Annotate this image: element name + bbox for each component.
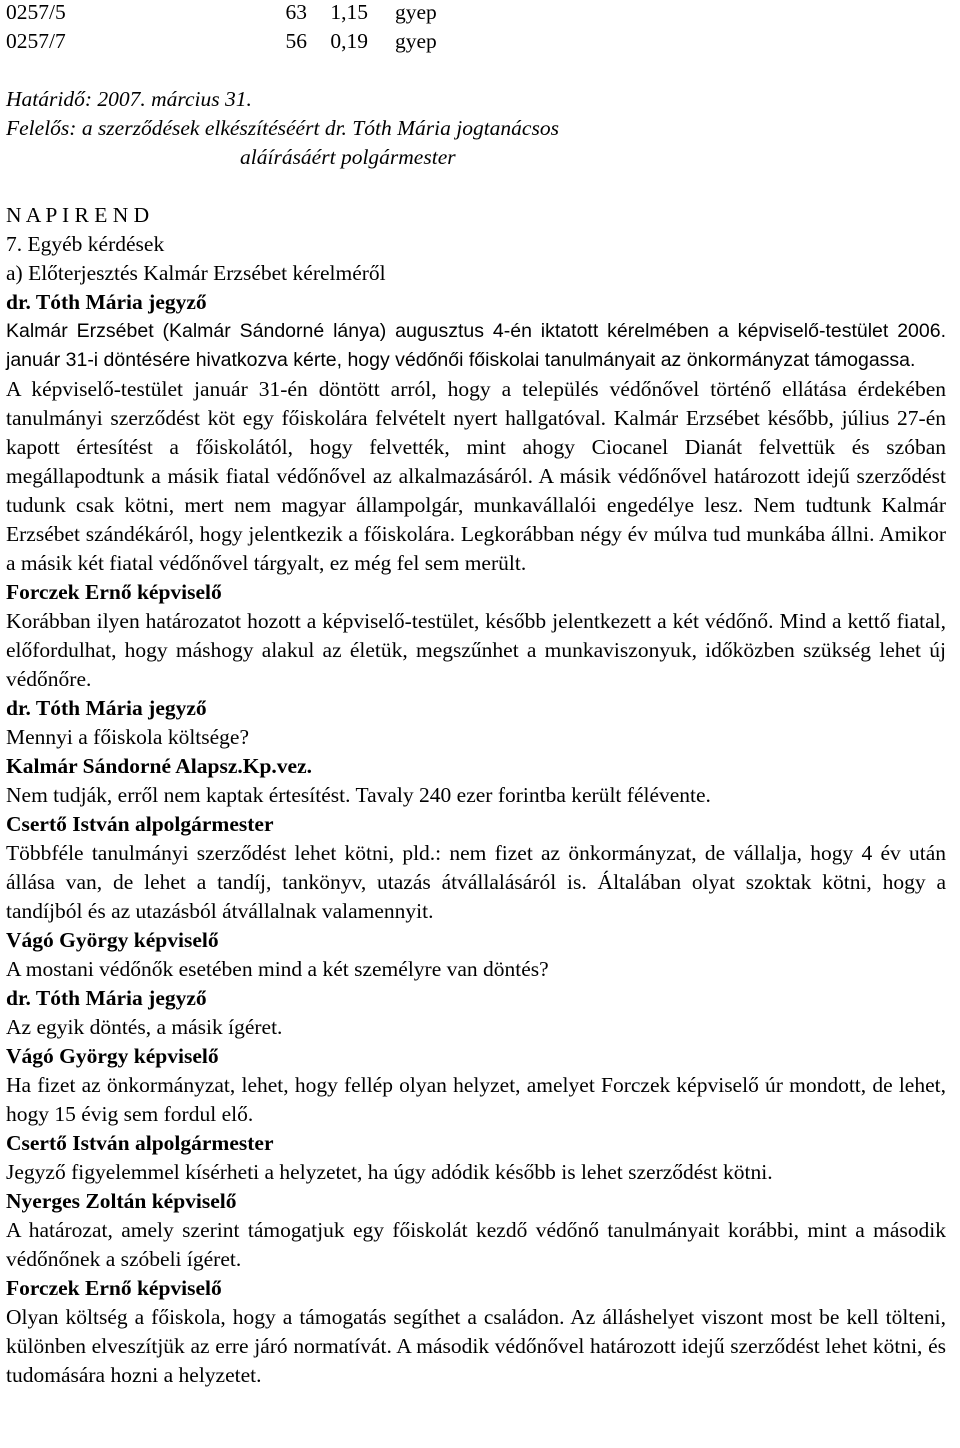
speaker-name: dr. Tóth Mária jegyző: [6, 696, 207, 720]
speech-text: Korábban ilyen határozatot hozott a képviselő-testület, később jelentkezett a két védőnő. Mind a kettő fiatal, előfordulhat, hogy máshogy alakul az életük, megszűnhet a munkaviszonyuk, időközben szükség lehet új védőnőre.: [6, 609, 946, 691]
speech-text: A határozat, amely szerint támogatjuk egy főiskolát kezdő védőnő tanulmányait korábbi, mint a második védőnőnek a szóbeli ígéret.: [6, 1218, 946, 1271]
speech-text: A képviselő-testület január 31-én döntött arról, hogy a település védőnővel történő ellátása érdekében tanulmányi szerződést köt egy főiskolára felvételt nyert hallgatóval. Kalmár Erzsébet később, július 27-én kapott értesítést a főiskolától, hogy felvették, mint ahogy Ciocanel Dianát felvettük és szóban megállapodtunk a másik fiatal védőnővel az alkalmazásáról. A másik védőnővel határozott idejű szerződést tudunk csak kötni, mert nem magyar állampolgár, munkavállalói engedélye lesz. Nem tudtunk Kalmár Erzsébet szándékáról, hogy jelentkezik a főiskolára. Legkorábban négy év múlva tud munkába állni. Amikor a másik két fiatal védőnővel tárgyalt, ez még fel sem merült.: [6, 377, 946, 575]
speaker-name: Csertő István alpolgármester: [6, 1131, 274, 1155]
speaker-name: Kalmár Sándorné Alapsz.Kp.vez.: [6, 754, 312, 778]
agenda-title: N A P I R E N D: [6, 203, 150, 227]
table-row: [6, 0, 946, 27]
speech-text: Ha fizet az önkormányzat, lehet, hogy fellép olyan helyzet, amelyet Forczek képviselő úr mondott, de lehet, hogy 15 évig sem fordul elő.: [6, 1073, 946, 1126]
parcel-number: 0257/7: [6, 29, 66, 53]
speaker-block: [6, 1129, 946, 1187]
speaker-block: [6, 375, 946, 578]
speech-text: Többféle tanulmányi szerződést lehet kötni, pld.: nem fizet az önkormányzat, de vállalja, hogy 4 év után állása van, de lehet a tandíj, tankönyv, utazás átvállalásáról is. Általában olyat szoktak kötni, hogy a tandíjból és az utazásból átvállalnak valamennyit.: [6, 841, 946, 923]
speaker-name: Forczek Ernő képviselő: [6, 580, 222, 604]
agenda-subitem: a) Előterjesztés Kalmár Erzsébet kérelméről: [6, 261, 386, 285]
parcel-area: 56: [285, 29, 307, 53]
parcel-use: gyep: [395, 29, 437, 53]
speaker-name: Nyerges Zoltán képviselő: [6, 1189, 237, 1213]
speaker-block: [6, 810, 946, 926]
speaker-name: dr. Tóth Mária jegyző: [6, 986, 207, 1010]
speaker-block: [6, 694, 946, 752]
speech-text: Mennyi a főiskola költsége?: [6, 725, 250, 749]
parcel-hectares: 1,15: [330, 0, 368, 24]
parcel-hectares: 0,19: [330, 29, 368, 53]
responsible-line: Felelős: a szerződések elkészítéséért dr. Tóth Mária jogtanácsos: [6, 116, 559, 140]
speaker-name: Vágó György képviselő: [6, 1044, 219, 1068]
speech-text: Nem tudják, erről nem kaptak értesítést. Tavaly 240 ezer forintba került félévente.: [6, 783, 711, 807]
minutes-body: [6, 288, 946, 1390]
speaker-block: [6, 752, 946, 810]
agenda-section: [6, 201, 946, 288]
speaker-block: [6, 578, 946, 694]
speaker-block: [6, 1274, 946, 1390]
parcel-area: 63: [285, 0, 307, 24]
speaker-block: [6, 1042, 946, 1129]
speech-text: Olyan költség a főiskola, hogy a támogatás segíthet a családon. Az álláshelyet viszont most be kell tölteni, különben elveszítjük az erre járó normatívát. A második védőnővel határozott idejű szerződést lehet kötni, és tudomására hozni a helyzetet.: [6, 1305, 946, 1387]
parcel-use: gyep: [395, 0, 437, 24]
speaker-block: [6, 984, 946, 1042]
speaker-name: Forczek Ernő képviselő: [6, 1276, 222, 1300]
speaker-name: Vágó György képviselő: [6, 928, 219, 952]
speech-text: Jegyző figyelemmel kísérheti a helyzetet, ha úgy adódik később is lehet szerződést kötni.: [6, 1160, 773, 1184]
speech-text: Kalmár Erzsébet (Kalmár Sándorné lánya) augusztus 4-én iktatott kérelmében a képviselő-testület 2006. január 31-i döntésére hivatkozva kérte, hogy védőnői főiskolai tanulmányait az önkormányzat támogassa.: [6, 320, 946, 371]
agenda-item: 7. Egyéb kérdések: [6, 232, 165, 256]
speech-text: A mostani védőnők esetében mind a két személyre van döntés?: [6, 957, 549, 981]
speaker-block: [6, 1187, 946, 1274]
land-parcel-table: [6, 0, 946, 56]
table-row: [6, 27, 946, 56]
speaker-name: dr. Tóth Mária jegyző: [6, 290, 207, 314]
speaker-block: [6, 926, 946, 984]
responsible-line-continued: aláírásáért polgármester: [240, 145, 456, 169]
resolution-meta: [6, 85, 946, 172]
parcel-number: 0257/5: [6, 0, 66, 24]
speaker-block: [6, 288, 946, 375]
speech-text: Az egyik döntés, a másik ígéret.: [6, 1015, 283, 1039]
deadline-line: Határidő: 2007. március 31.: [6, 87, 252, 111]
speaker-name: Csertő István alpolgármester: [6, 812, 274, 836]
